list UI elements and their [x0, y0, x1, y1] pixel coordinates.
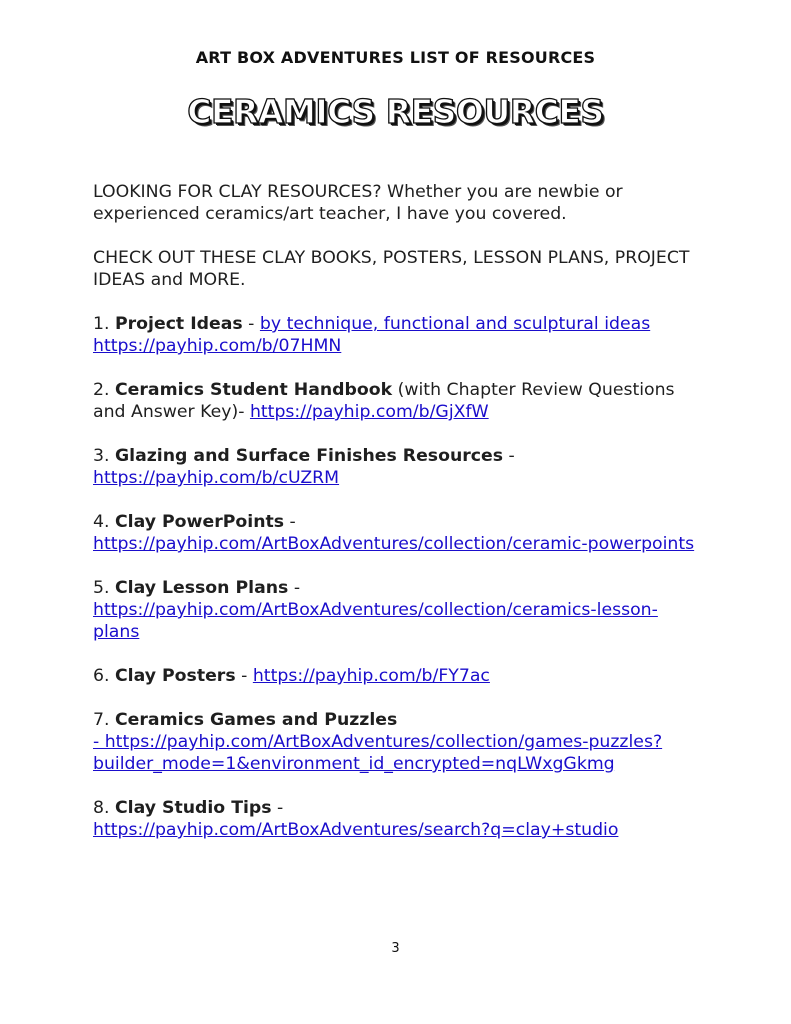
- resource-description: (with Chapter Review Questions and Answer Key)-: [93, 380, 675, 422]
- resource-item-project-ideas: [93, 313, 703, 357]
- resource-title: Project Ideas: [114, 314, 243, 334]
- resource-item-games-puzzles: [93, 709, 703, 775]
- resource-item-glazing: [93, 445, 703, 489]
- resource-separator: -: [284, 512, 296, 532]
- powerpoints-link[interactable]: https://payhip.com/ArtBoxAdventures/collection/ceramic-powerpoints: [93, 534, 695, 554]
- intro-paragraph-1: LOOKING FOR CLAY RESOURCES? Whether you are newbie or experienced ceramics/art teacher, I have you covered.: [93, 182, 623, 224]
- resource-title: Glazing and Surface Finishes Resources: [114, 446, 504, 466]
- resource-number: 8.: [93, 798, 115, 818]
- resource-number: 1.: [93, 314, 115, 334]
- page-number: 3: [391, 941, 400, 956]
- glazing-link[interactable]: https://payhip.com/b/cUZRM: [93, 468, 340, 488]
- studio-tips-link[interactable]: https://payhip.com/ArtBoxAdventures/search?q=clay+studio: [93, 820, 619, 840]
- resource-title: Ceramics Student Handbook: [114, 380, 393, 400]
- resource-number: 4.: [93, 512, 115, 532]
- resource-number: 7.: [93, 710, 115, 730]
- games-puzzles-link[interactable]: - https://payhip.com/ArtBoxAdventures/collection/games-puzzles?builder_mode=1&environment_id_encrypted=nqLWxgGkmg: [93, 732, 663, 774]
- lesson-plans-link[interactable]: https://payhip.com/ArtBoxAdventures/collection/ceramics-lesson-plans: [93, 600, 658, 642]
- document-body: [93, 181, 703, 863]
- project-ideas-link[interactable]: by technique, functional and sculptural ideas: [259, 314, 651, 334]
- resource-item-lesson-plans: [93, 577, 703, 643]
- document-kicker: ART BOX ADVENTURES LIST OF RESOURCES: [195, 48, 596, 67]
- resource-item-student-handbook: [93, 379, 703, 423]
- resource-title: Ceramics Games and Puzzles: [114, 710, 398, 730]
- page-title: CERAMICS RESOURCES: [187, 92, 604, 131]
- resource-title: Clay Lesson Plans: [114, 578, 289, 598]
- resource-separator: -: [235, 666, 253, 686]
- resource-title: Clay PowerPoints: [114, 512, 285, 532]
- resource-number: 6.: [93, 666, 115, 686]
- resource-separator: -: [271, 798, 284, 818]
- resource-number: 5.: [93, 578, 115, 598]
- resource-item-studio-tips: [93, 797, 703, 841]
- resource-title: Clay Studio Tips: [114, 798, 272, 818]
- resource-separator: -: [503, 446, 515, 466]
- project-ideas-url-link[interactable]: https://payhip.com/b/07HMN: [93, 336, 342, 356]
- resource-number: 3.: [93, 446, 115, 466]
- resource-item-powerpoints: [93, 511, 703, 555]
- student-handbook-link[interactable]: https://payhip.com/b/GjXfW: [249, 402, 489, 422]
- resource-number: 2.: [93, 380, 115, 400]
- resource-item-posters: [93, 665, 703, 687]
- resource-separator: -: [288, 578, 301, 598]
- resource-separator: -: [242, 314, 260, 334]
- posters-link[interactable]: https://payhip.com/b/FY7ac: [252, 666, 490, 686]
- intro-paragraph-2: CHECK OUT THESE CLAY BOOKS, POSTERS, LESSON PLANS, PROJECT IDEAS and MORE.: [93, 248, 690, 290]
- resource-title: Clay Posters: [114, 666, 236, 686]
